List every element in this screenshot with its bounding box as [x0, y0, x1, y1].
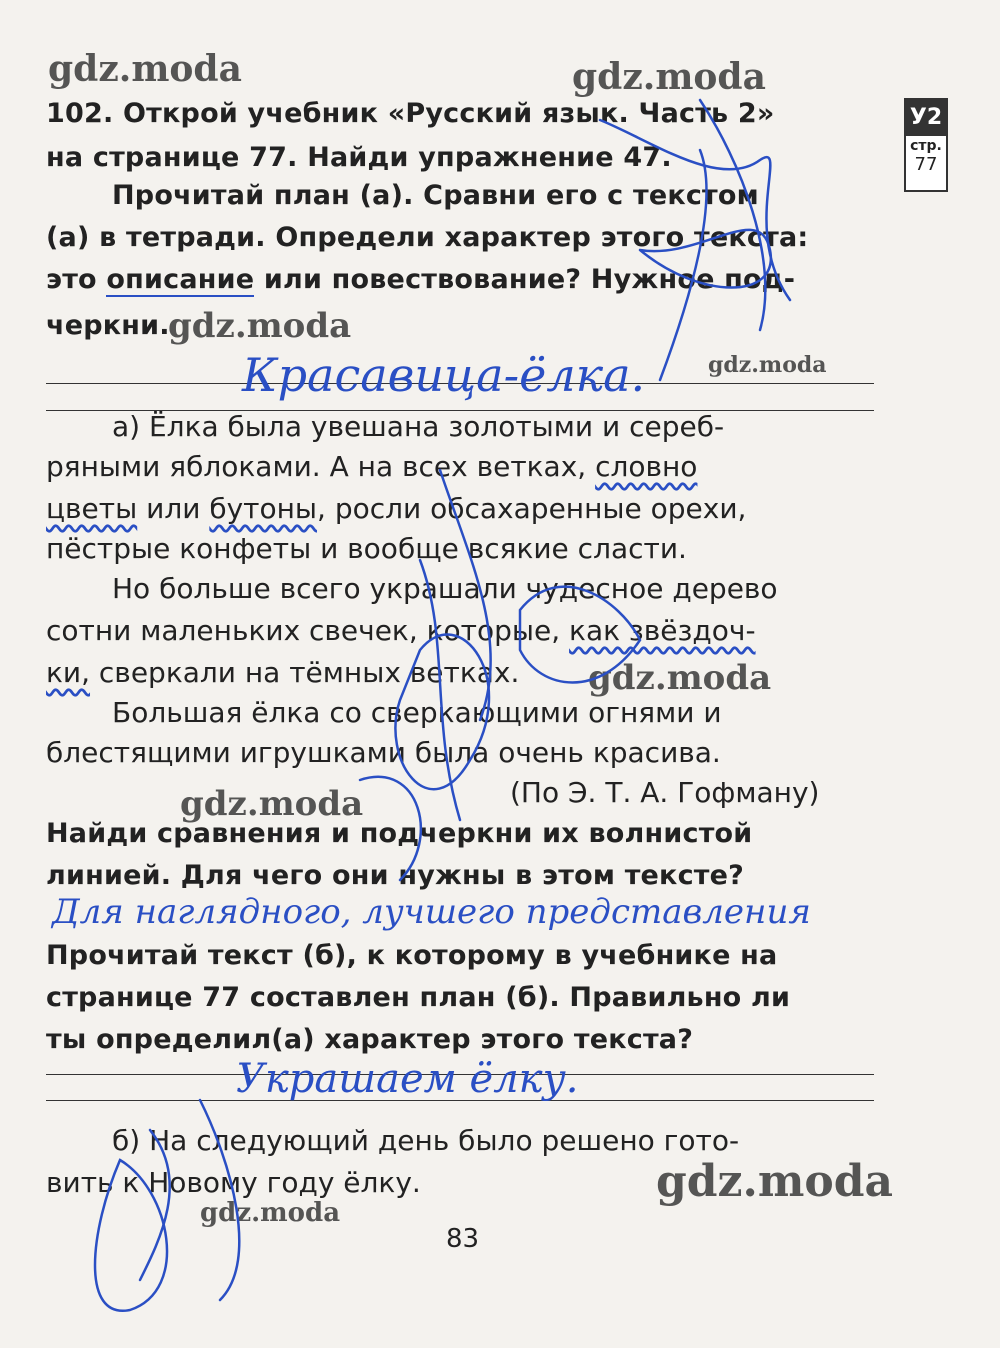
task-line-6: черкни.	[46, 310, 170, 341]
task2-line-2: линией. Для чего они нужны в этом тексте?	[46, 860, 745, 891]
comparison-word: как звёздоч-	[569, 614, 756, 647]
page-prefix: стр.	[910, 138, 942, 154]
comparison-word: ки,	[46, 656, 91, 689]
task-line-4: (а) в тетради. Определи характер этого текста:	[46, 222, 809, 253]
text-a-line-3-mid: или	[137, 492, 210, 525]
task-line-2: на странице 77. Найди упражнение 47.	[46, 142, 672, 173]
page-number: 83	[446, 1224, 480, 1254]
text-a-line-8: Большая ёлка со сверкающими огнями и	[112, 696, 722, 729]
task3-line-2: странице 77 составлен план (б). Правильно ли	[46, 982, 791, 1013]
task3-line-3: ты определил(а) характер этого текста?	[46, 1024, 694, 1055]
task-line-5	[46, 264, 795, 295]
unit-tab	[904, 98, 948, 192]
text-a-line-5: Но больше всего украшали чудесное дерево	[112, 572, 778, 605]
text-a-line-6-start: сотни маленьких свечек, которые,	[46, 614, 570, 647]
watermark: gdz.moda	[180, 784, 364, 824]
text-a-line-1: а) Ёлка была увешана золотыми и сереб-	[112, 410, 725, 443]
underlined-answer: описание	[106, 264, 255, 295]
text-a-line-3	[46, 492, 746, 525]
comparison-word: словно	[595, 450, 698, 483]
handwritten-answer-purpose: Для наглядного, лучшего представления	[52, 892, 811, 932]
unit-label: У2	[906, 100, 946, 136]
text-a-line-4: пёстрые конфеты и вообще всякие сласти.	[46, 532, 687, 565]
reference-page: 77	[914, 154, 938, 175]
task3-line-1: Прочитай текст (б), к которому в учебнике на	[46, 940, 778, 971]
text-a-line-2-start: ряными яблоками. А на всех ветках,	[46, 450, 596, 483]
watermark: gdz.moda	[168, 306, 352, 346]
task-line-5-end: или повествование? Нужное под-	[254, 264, 796, 295]
text-a-line-9: блестящими игрушками была очень красива.	[46, 736, 721, 769]
text-a-source: (По Э. Т. А. Гофману)	[510, 776, 820, 809]
task-line-3: Прочитай план (а). Сравни его с текстом	[112, 180, 759, 211]
watermark: gdz.moda	[588, 658, 772, 698]
task-line-1: 102. Открой учебник «Русский язык. Часть 2»	[46, 98, 775, 129]
watermark: gdz.moda	[200, 1198, 341, 1228]
text-a-line-7-end: сверкали на тёмных ветках.	[90, 656, 520, 689]
comparison-word: цветы	[46, 492, 138, 525]
text-a-line-6	[46, 614, 756, 647]
text-a-line-3-end: , росли обсахаренные орехи,	[317, 492, 747, 525]
handwritten-answer-title: Красавица-ёлка.	[242, 348, 646, 402]
watermark: gdz.moda	[48, 48, 242, 90]
text-b-line-1: б) На следующий день было решено гото-	[112, 1124, 740, 1157]
text-a-line-7	[46, 656, 519, 689]
watermark: gdz.moda	[572, 56, 766, 98]
task2-line-1: Найди сравнения и подчеркни их волнистой	[46, 818, 753, 849]
watermark: gdz.moda	[708, 352, 827, 378]
handwritten-answer-text-b: Украшаем ёлку.	[236, 1056, 579, 1102]
text-b-line-2: вить к Новому году ёлку.	[46, 1166, 421, 1199]
task-line-5-start: это	[46, 264, 107, 295]
comparison-word: бутоны	[209, 492, 318, 525]
text-a-line-2	[46, 450, 697, 483]
watermark: gdz.moda	[656, 1156, 894, 1207]
